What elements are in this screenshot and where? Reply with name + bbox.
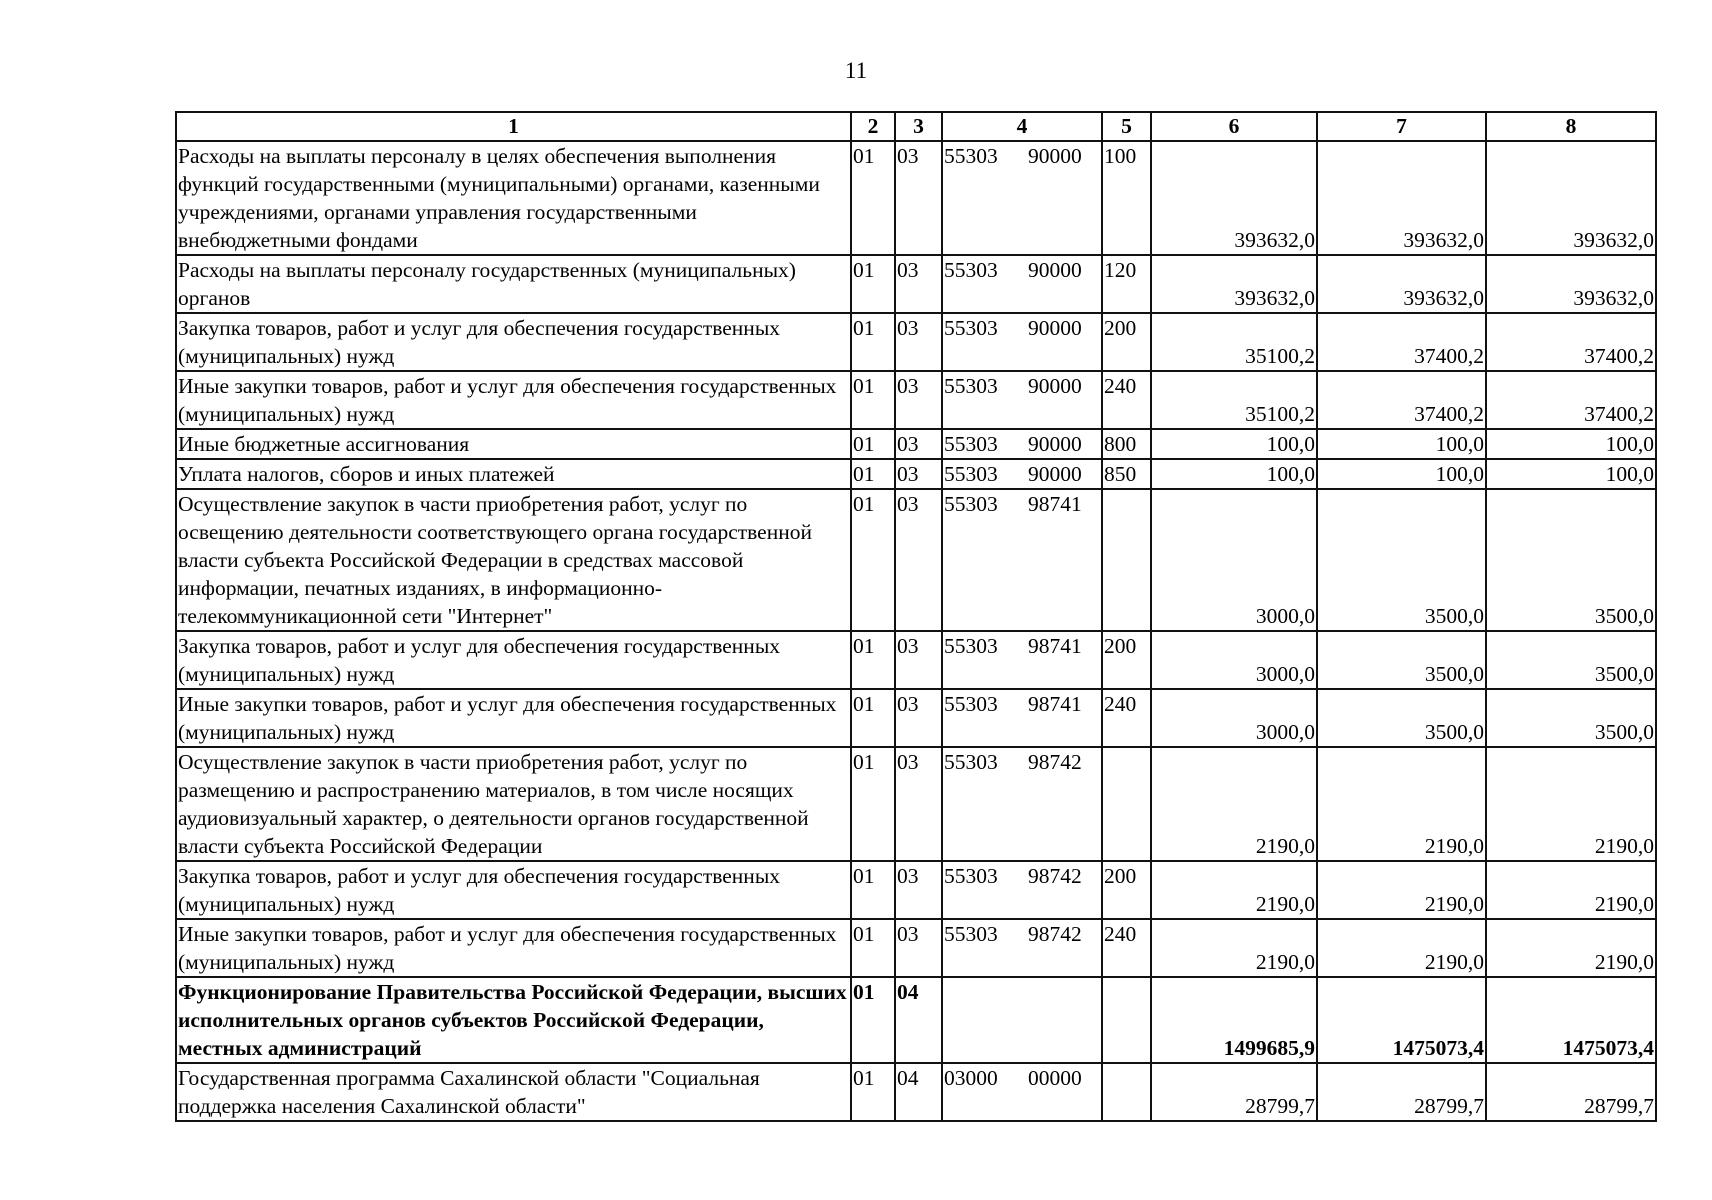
column-header-8: 8 (1486, 112, 1656, 141)
expense-type-cell: 120 (1102, 255, 1151, 313)
table-row (176, 1063, 1656, 1121)
column-header-6: 6 (1151, 112, 1317, 141)
subsection-code-cell: 03 (895, 861, 942, 919)
amount-year-3-cell: 3500,0 (1486, 631, 1656, 689)
amount-year-3-cell: 37400,2 (1486, 313, 1656, 371)
program-code: 55303 (944, 634, 998, 658)
section-code-cell: 01 (851, 977, 895, 1063)
expense-type-cell: 240 (1102, 689, 1151, 747)
expense-type-cell: 850 (1102, 459, 1151, 489)
row-name-cell: Расходы на выплаты персоналу государственных (муниципальных) органов (176, 255, 851, 313)
amount-year-1-cell: 2190,0 (1151, 919, 1317, 977)
amount-year-3-cell: 100,0 (1486, 459, 1656, 489)
amount-year-3-cell: 393632,0 (1486, 141, 1656, 255)
direction-code: 98741 (1028, 634, 1082, 658)
amount-year-2-cell: 2190,0 (1317, 861, 1486, 919)
target-article-cell (942, 977, 1102, 1063)
table-header-row (176, 112, 1656, 141)
row-name-cell: Закупка товаров, работ и услуг для обеспечения государственных (муниципальных) нужд (176, 631, 851, 689)
direction-code: 90000 (1028, 374, 1082, 398)
budget-table (175, 111, 1657, 1122)
amount-year-2-cell: 3500,0 (1317, 689, 1486, 747)
expense-type-cell (1102, 747, 1151, 861)
column-header-5: 5 (1102, 112, 1151, 141)
section-code-cell: 01 (851, 313, 895, 371)
direction-code: 00000 (1028, 1066, 1082, 1090)
column-header-1: 1 (176, 112, 851, 141)
direction-code: 98742 (1028, 922, 1082, 946)
target-article-cell (942, 919, 1102, 977)
amount-year-1-cell: 1499685,9 (1151, 977, 1317, 1063)
table-row (176, 429, 1656, 459)
page-number: 11 (844, 58, 868, 83)
amount-year-2-cell: 393632,0 (1317, 141, 1486, 255)
direction-code: 98741 (1028, 692, 1082, 716)
table-row (176, 747, 1656, 861)
program-code: 55303 (944, 144, 998, 168)
subsection-code-cell: 03 (895, 459, 942, 489)
row-name-cell: Закупка товаров, работ и услуг для обеспечения государственных (муниципальных) нужд (176, 313, 851, 371)
amount-year-1-cell: 100,0 (1151, 459, 1317, 489)
target-article-cell (942, 459, 1102, 489)
target-article-cell (942, 631, 1102, 689)
section-code-cell: 01 (851, 459, 895, 489)
subsection-code-cell: 03 (895, 919, 942, 977)
table-row (176, 919, 1656, 977)
amount-year-1-cell: 393632,0 (1151, 141, 1317, 255)
direction-code: 98741 (1028, 492, 1082, 516)
table-row (176, 689, 1656, 747)
section-code-cell: 01 (851, 919, 895, 977)
table-row (176, 977, 1656, 1063)
amount-year-1-cell: 3000,0 (1151, 489, 1317, 631)
amount-year-2-cell: 100,0 (1317, 429, 1486, 459)
expense-type-cell: 200 (1102, 313, 1151, 371)
row-name-cell: Осуществление закупок в части приобретения работ, услуг по освещению деятельности соответствующего органа государственной власти субъекта Российской Федерации в средствах массовой информации, печатных изданиях, в информационно-телекоммуникационной сети "Интернет" (176, 489, 851, 631)
section-code-cell: 01 (851, 631, 895, 689)
subsection-code-cell: 04 (895, 1063, 942, 1121)
program-code: 03000 (944, 1066, 998, 1090)
amount-year-1-cell: 3000,0 (1151, 689, 1317, 747)
subsection-code-cell: 03 (895, 631, 942, 689)
amount-year-1-cell: 100,0 (1151, 429, 1317, 459)
subsection-code-cell: 03 (895, 313, 942, 371)
section-code-cell: 01 (851, 489, 895, 631)
direction-code: 90000 (1028, 432, 1082, 456)
amount-year-1-cell: 35100,2 (1151, 371, 1317, 429)
target-article-cell (942, 489, 1102, 631)
row-name-cell: Расходы на выплаты персоналу в целях обеспечения выполнения функций государственными (муниципальными) органами, казенными учреждениями, органами управления государственными внебюджетными фондами (176, 141, 851, 255)
amount-year-3-cell: 1475073,4 (1486, 977, 1656, 1063)
section-code-cell: 01 (851, 141, 895, 255)
program-code: 55303 (944, 432, 998, 456)
table-row (176, 489, 1656, 631)
row-name-cell: Иные закупки товаров, работ и услуг для обеспечения государственных (муниципальных) нужд (176, 689, 851, 747)
expense-type-cell (1102, 489, 1151, 631)
amount-year-3-cell: 2190,0 (1486, 747, 1656, 861)
table-row (176, 255, 1656, 313)
target-article-cell (942, 141, 1102, 255)
column-header-4: 4 (942, 112, 1102, 141)
column-header-7: 7 (1317, 112, 1486, 141)
subsection-code-cell: 03 (895, 689, 942, 747)
direction-code: 98742 (1028, 750, 1082, 774)
target-article-cell (942, 689, 1102, 747)
amount-year-2-cell: 37400,2 (1317, 371, 1486, 429)
amount-year-2-cell: 1475073,4 (1317, 977, 1486, 1063)
row-name-cell: Иные закупки товаров, работ и услуг для обеспечения государственных (муниципальных) нужд (176, 371, 851, 429)
table-row (176, 141, 1656, 255)
expense-type-cell: 200 (1102, 631, 1151, 689)
amount-year-3-cell: 393632,0 (1486, 255, 1656, 313)
target-article-cell (942, 747, 1102, 861)
section-code-cell: 01 (851, 861, 895, 919)
amount-year-3-cell: 37400,2 (1486, 371, 1656, 429)
direction-code: 90000 (1028, 462, 1082, 486)
program-code: 55303 (944, 374, 998, 398)
amount-year-1-cell: 2190,0 (1151, 747, 1317, 861)
direction-code: 90000 (1028, 258, 1082, 282)
section-code-cell: 01 (851, 429, 895, 459)
amount-year-2-cell: 3500,0 (1317, 489, 1486, 631)
program-code: 55303 (944, 316, 998, 340)
program-code: 55303 (944, 692, 998, 716)
amount-year-3-cell: 3500,0 (1486, 489, 1656, 631)
amount-year-3-cell: 3500,0 (1486, 689, 1656, 747)
target-article-cell (942, 1063, 1102, 1121)
column-header-3: 3 (895, 112, 942, 141)
amount-year-2-cell: 100,0 (1317, 459, 1486, 489)
amount-year-1-cell: 3000,0 (1151, 631, 1317, 689)
expense-type-cell: 200 (1102, 861, 1151, 919)
target-article-cell (942, 255, 1102, 313)
section-code-cell: 01 (851, 255, 895, 313)
table-row (176, 313, 1656, 371)
subsection-code-cell: 04 (895, 977, 942, 1063)
amount-year-3-cell: 2190,0 (1486, 919, 1656, 977)
program-code: 55303 (944, 750, 998, 774)
expense-type-cell (1102, 977, 1151, 1063)
amount-year-2-cell: 28799,7 (1317, 1063, 1486, 1121)
expense-type-cell (1102, 1063, 1151, 1121)
row-name-cell: Функционирование Правительства Российской Федерации, высших исполнительных органов субъектов Российской Федерации, местных администраций (176, 977, 851, 1063)
amount-year-2-cell: 3500,0 (1317, 631, 1486, 689)
direction-code: 90000 (1028, 144, 1082, 168)
table-row (176, 459, 1656, 489)
target-article-cell (942, 313, 1102, 371)
program-code: 55303 (944, 462, 998, 486)
column-header-2: 2 (851, 112, 895, 141)
amount-year-2-cell: 37400,2 (1317, 313, 1486, 371)
expense-type-cell: 100 (1102, 141, 1151, 255)
target-article-cell (942, 861, 1102, 919)
direction-code: 90000 (1028, 316, 1082, 340)
amount-year-2-cell: 393632,0 (1317, 255, 1486, 313)
target-article-cell (942, 371, 1102, 429)
table-body (176, 141, 1656, 1121)
direction-code: 98742 (1028, 864, 1082, 888)
expense-type-cell: 240 (1102, 371, 1151, 429)
row-name-cell: Иные бюджетные ассигнования (176, 429, 851, 459)
table-row (176, 631, 1656, 689)
row-name-cell: Государственная программа Сахалинской области "Социальная поддержка населения Сахалинской области" (176, 1063, 851, 1121)
subsection-code-cell: 03 (895, 747, 942, 861)
expense-type-cell: 240 (1102, 919, 1151, 977)
section-code-cell: 01 (851, 1063, 895, 1121)
table-row (176, 371, 1656, 429)
section-code-cell: 01 (851, 371, 895, 429)
section-code-cell: 01 (851, 689, 895, 747)
program-code: 55303 (944, 492, 998, 516)
expense-type-cell: 800 (1102, 429, 1151, 459)
amount-year-1-cell: 28799,7 (1151, 1063, 1317, 1121)
program-code: 55303 (944, 258, 998, 282)
row-name-cell: Уплата налогов, сборов и иных платежей (176, 459, 851, 489)
subsection-code-cell: 03 (895, 141, 942, 255)
row-name-cell: Иные закупки товаров, работ и услуг для обеспечения государственных (муниципальных) нужд (176, 919, 851, 977)
amount-year-1-cell: 393632,0 (1151, 255, 1317, 313)
row-name-cell: Закупка товаров, работ и услуг для обеспечения государственных (муниципальных) нужд (176, 861, 851, 919)
target-article-cell (942, 429, 1102, 459)
subsection-code-cell: 03 (895, 429, 942, 459)
amount-year-1-cell: 35100,2 (1151, 313, 1317, 371)
table-row (176, 861, 1656, 919)
amount-year-2-cell: 2190,0 (1317, 747, 1486, 861)
amount-year-1-cell: 2190,0 (1151, 861, 1317, 919)
subsection-code-cell: 03 (895, 371, 942, 429)
subsection-code-cell: 03 (895, 255, 942, 313)
program-code: 55303 (944, 864, 998, 888)
amount-year-3-cell: 28799,7 (1486, 1063, 1656, 1121)
section-code-cell: 01 (851, 747, 895, 861)
amount-year-3-cell: 100,0 (1486, 429, 1656, 459)
amount-year-3-cell: 2190,0 (1486, 861, 1656, 919)
amount-year-2-cell: 2190,0 (1317, 919, 1486, 977)
row-name-cell: Осуществление закупок в части приобретения работ, услуг по размещению и распространению материалов, в том числе носящих аудиовизуальный характер, о деятельности органов государственной власти субъекта Российской Федерации (176, 747, 851, 861)
subsection-code-cell: 03 (895, 489, 942, 631)
program-code: 55303 (944, 922, 998, 946)
